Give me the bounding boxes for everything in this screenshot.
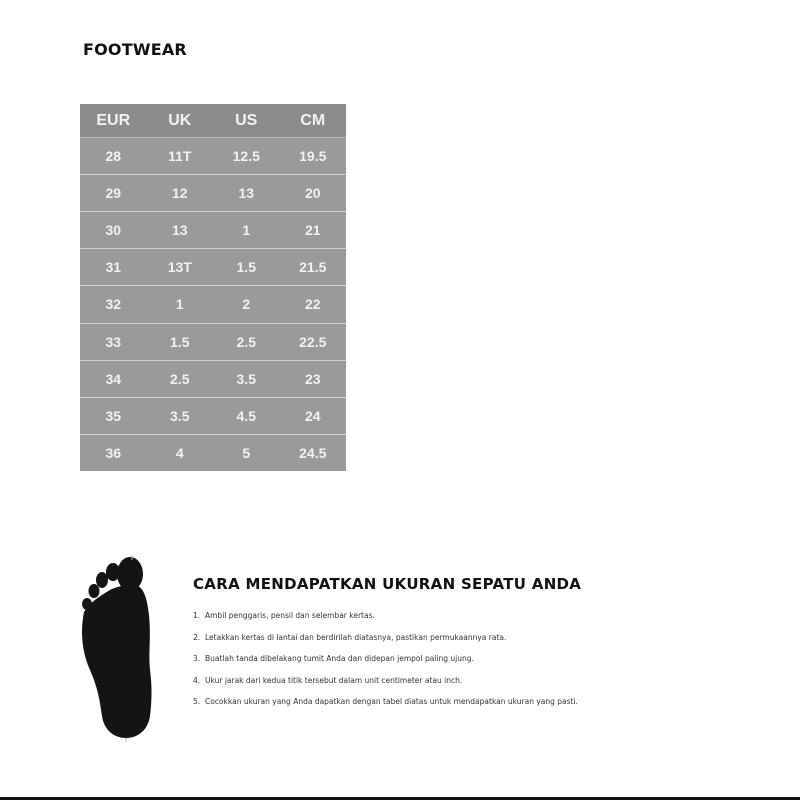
list-item [193,610,578,632]
step-number: 1. [193,611,201,620]
step-number: 3. [193,654,201,663]
cell-cm: 23 [280,360,347,397]
cell-eur: 34 [80,360,147,397]
step-number: 2. [193,632,201,642]
table-row [80,323,346,360]
cell-us: 2 [213,286,280,323]
table-row [80,434,346,471]
cell-us: 5 [242,444,251,461]
step-text: Buatlah tanda dibelakang tumit Anda dan didepan jempol paling ujung. [205,654,474,663]
guide-title: CARA MENDAPATKAN UKURAN SEPATU ANDA [193,575,582,593]
table-row [80,175,346,212]
cell-uk: 3.5 [147,397,214,434]
cell-eur: 28 [80,138,147,175]
foot-silhouette-icon [78,552,168,742]
cell-us: 2.5 [213,323,280,360]
cell-uk: 1 [147,286,214,323]
cell-uk: 4 [175,444,184,461]
cell-us: 12.5 [213,138,280,175]
size-chart-table [80,104,346,471]
table-row [80,397,346,434]
cell-uk: 13T [147,249,214,286]
cell-cm: 22.5 [280,323,347,360]
table-row [80,286,346,323]
cell-uk: 13 [147,212,214,249]
step-text: Ambil penggaris, pensil dan selembar kertas. [205,611,375,620]
cell-eur: 30 [80,212,147,249]
cell-eur: 36 [105,444,122,461]
cell-cm: 19.5 [280,138,347,175]
cell-cm: 24 [280,397,347,434]
table-row [80,138,346,175]
cell-eur: 35 [80,397,147,434]
cell-eur: 31 [80,249,147,286]
cell-uk: 2.5 [147,360,214,397]
cell-uk: 12 [147,175,214,212]
cell-us: 13 [213,175,280,212]
section-title: FOOTWEAR [83,40,187,59]
size-chart-header-row [80,104,346,138]
step-text: Ukur jarak dari kedua titik tersebut dalam unit centimeter atau inch. [205,675,463,685]
cell-us: 1.5 [213,249,280,286]
cell-cm: 20 [280,175,347,212]
cell-cm: 21 [280,212,347,249]
list-item [193,632,578,654]
cell-eur: 33 [80,323,147,360]
step-number: 5. [193,697,201,706]
step-text: Letakkan kertas di lantai dan berdirilah diatasnya, pastikan permukaannya rata. [205,632,507,642]
cell-cm: 24.5 [299,444,327,461]
list-item [193,675,578,697]
cell-cm: 22 [280,286,347,323]
column-header-uk: UK [147,104,214,138]
column-header-us: US [213,104,280,138]
cell-us: 4.5 [213,397,280,434]
list-item [193,653,578,675]
column-header-cm: CM [280,104,347,138]
table-row [80,212,346,249]
step-number: 4. [193,675,201,685]
cell-uk: 1.5 [147,323,214,360]
table-row [80,249,346,286]
cell-cm: 21.5 [280,249,347,286]
cell-us: 3.5 [213,360,280,397]
instruction-list [193,610,578,718]
column-header-eur: EUR [80,104,147,138]
cell-uk: 11T [147,138,214,175]
cell-eur: 32 [80,286,147,323]
step-text: Cocokkan ukuran yang Anda dapatkan dengan tabel diatas untuk mendapatkan ukuran yang pasti. [205,697,578,706]
cell-eur: 29 [80,175,147,212]
table-row [80,360,346,397]
list-item [193,696,578,718]
cell-us: 1 [213,212,280,249]
